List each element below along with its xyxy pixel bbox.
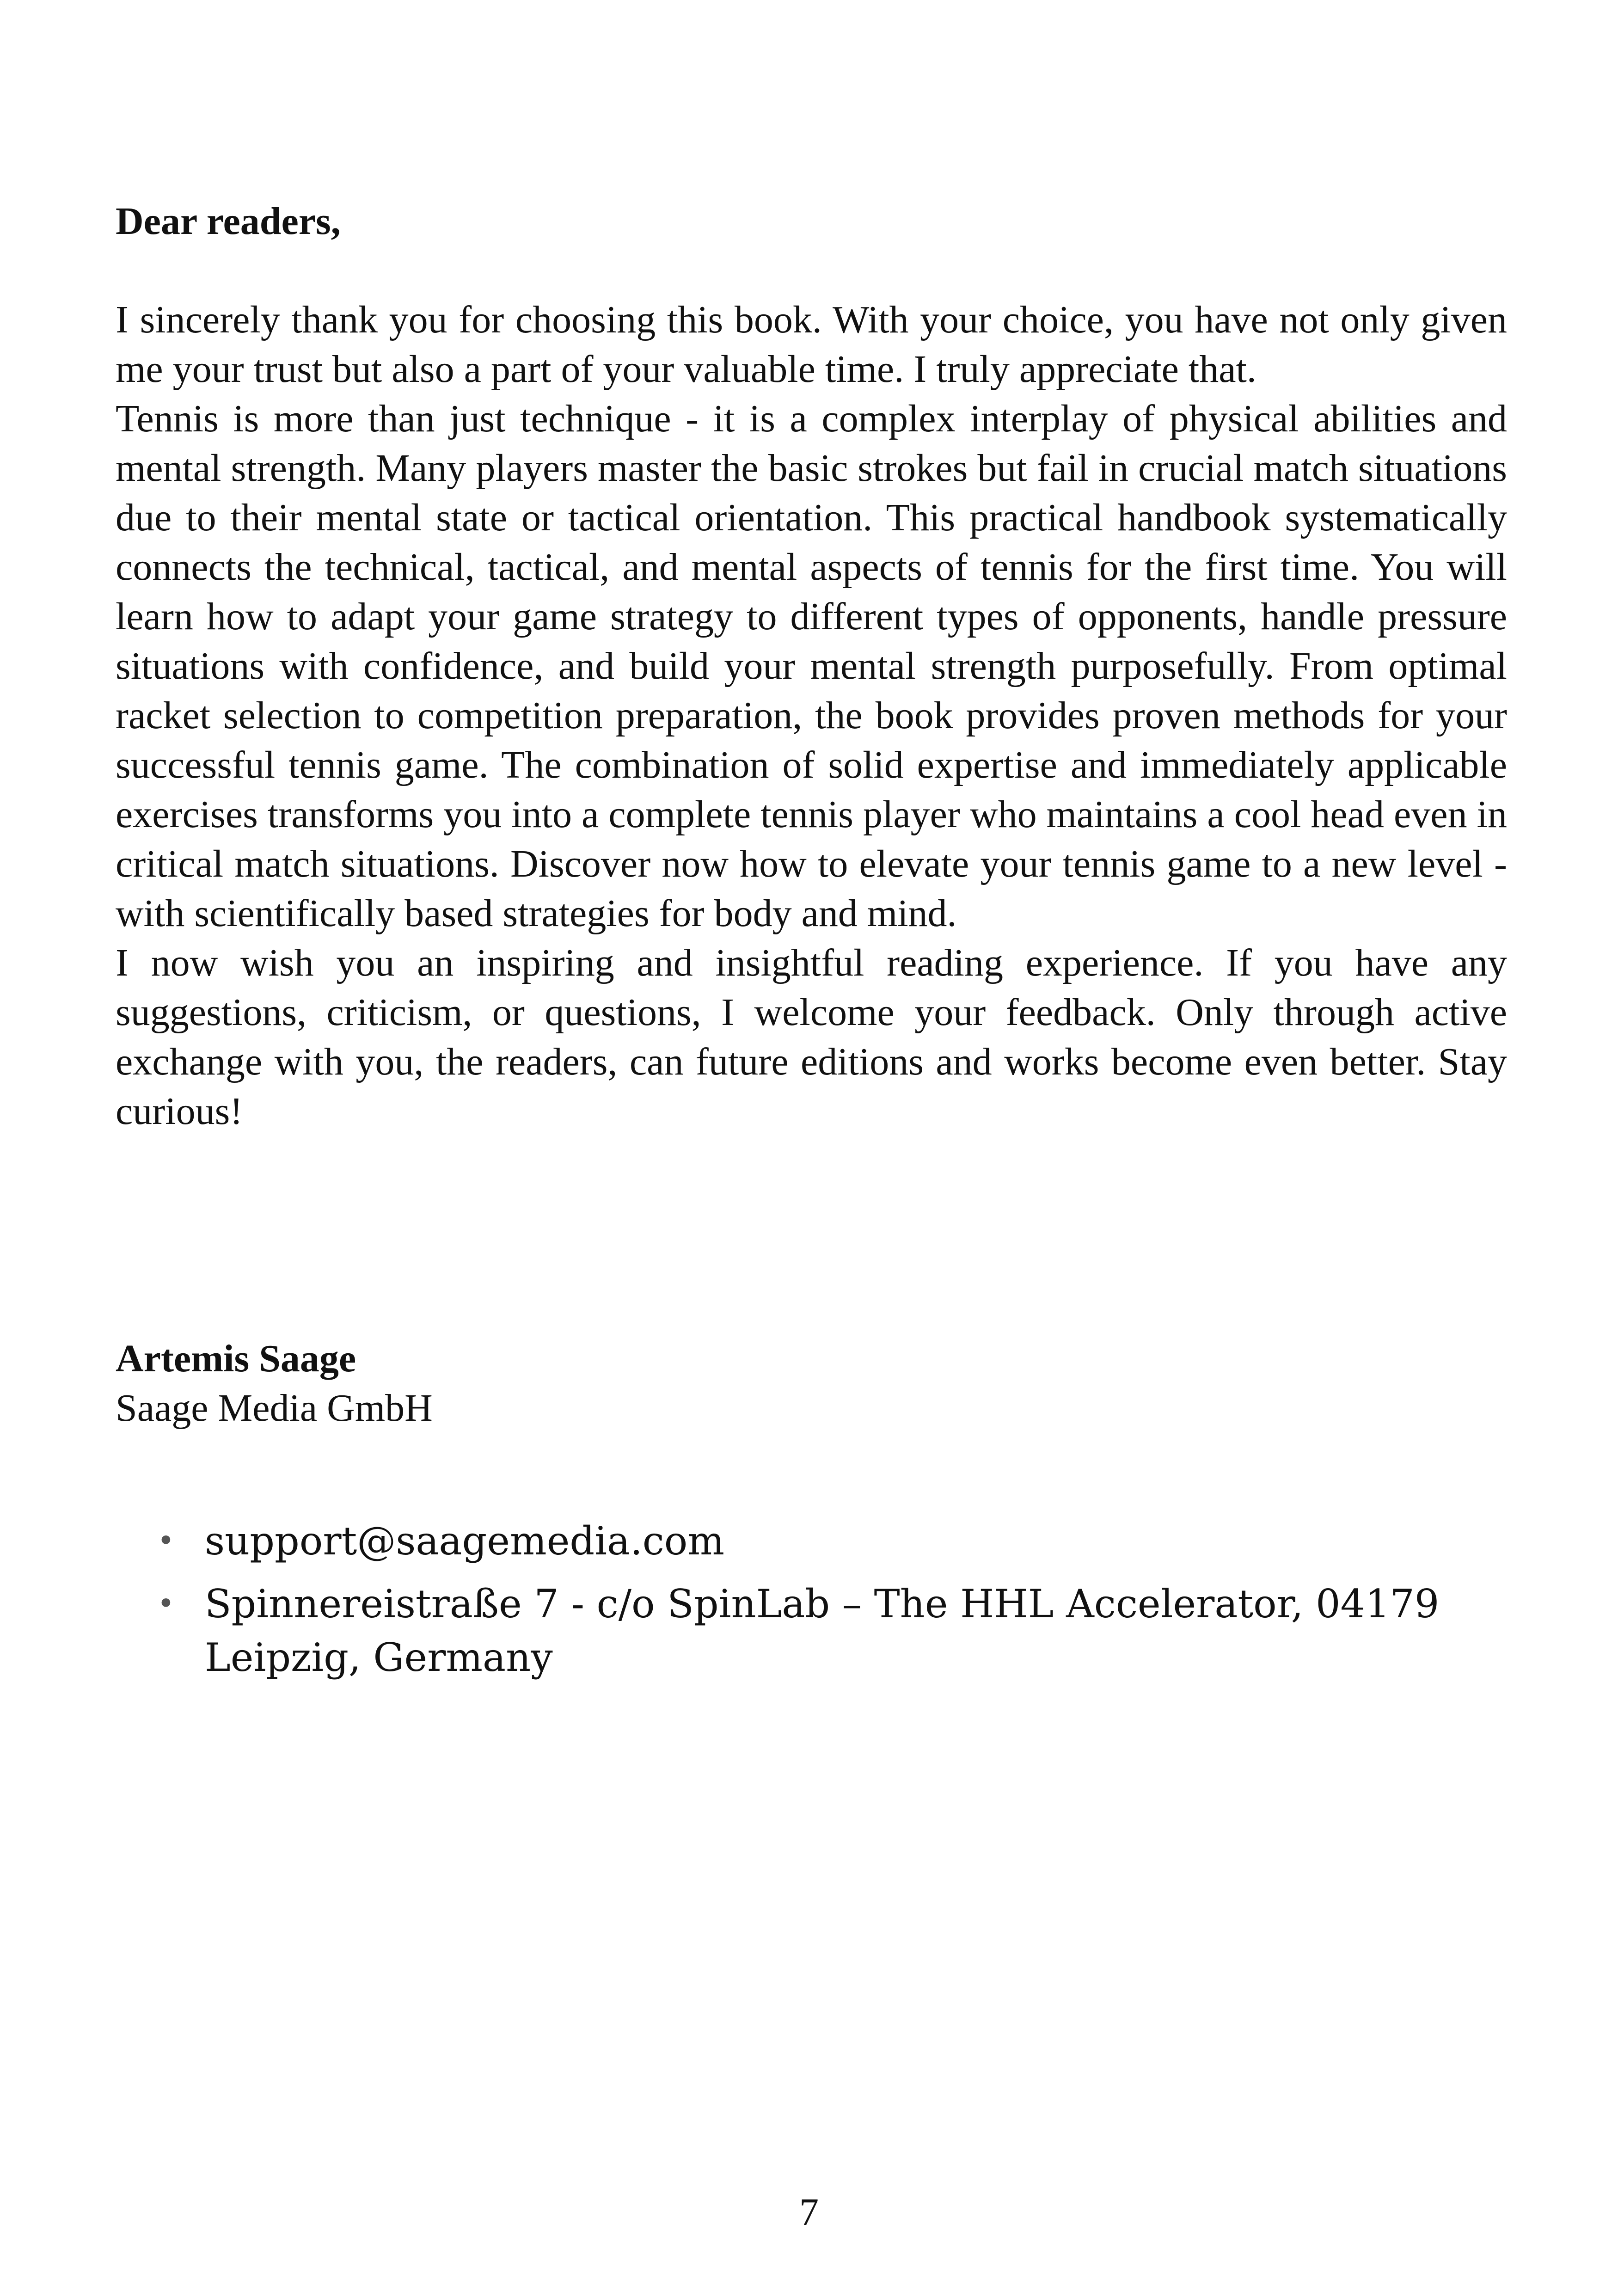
author-name: Artemis Saage xyxy=(116,1337,356,1380)
body-paragraph-closing: I now wish you an inspiring and insightful reading experience. If you have any suggestions, criticism, or questions, I welcome your feedback. Only through active exchange with you, the readers, can future editions and works become even better. Stay curious! xyxy=(116,941,1507,1133)
company-name: Saage Media GmbH xyxy=(116,1387,433,1430)
address-text: Spinnereistraße 7 - c/o SpinLab – The HHL Accelerator, 04179 Leipzig, Germany xyxy=(205,1581,1440,1680)
contact-item-address xyxy=(157,1577,1461,1684)
bullet-icon: • xyxy=(157,1587,175,1621)
body-paragraph-thanks: I sincerely thank you for choosing this book. With your choice, you have not only given me your trust but also a part of your valuable time. I truly appreciate that. xyxy=(116,298,1507,391)
letter-greeting: Dear readers, xyxy=(116,200,341,243)
email-text: support@saagemedia.com xyxy=(205,1518,725,1564)
page-number: 7 xyxy=(799,2191,819,2234)
signature-block xyxy=(116,1334,1507,1433)
bullet-icon: • xyxy=(157,1524,175,1558)
contact-item-email xyxy=(157,1514,1461,1568)
contact-list xyxy=(157,1514,1461,1694)
body-paragraph-book-summary: Tennis is more than just technique - it is a complex interplay of physical abilities and mental strength. Many players master the basic strokes but fail in crucial match situations due to their mental state or tactical orientation. This practical handbook systematically connects the technical, tactical, and mental aspects of tennis for the first time. You will learn how to adapt your game strategy to different types of opponents, handle pressure situations with confidence, and build your mental strength purposefully. From optimal racket selection to competition preparation, the book provides proven methods for your successful tennis game. The combination of solid expertise and immediately applicable exercises transforms you into a complete tennis player who maintains a cool head even in critical match situations. Discover now how to elevate your tennis game to a new level - with scientifically based strategies for body and mind. xyxy=(116,397,1507,935)
letter-body xyxy=(116,295,1507,1136)
